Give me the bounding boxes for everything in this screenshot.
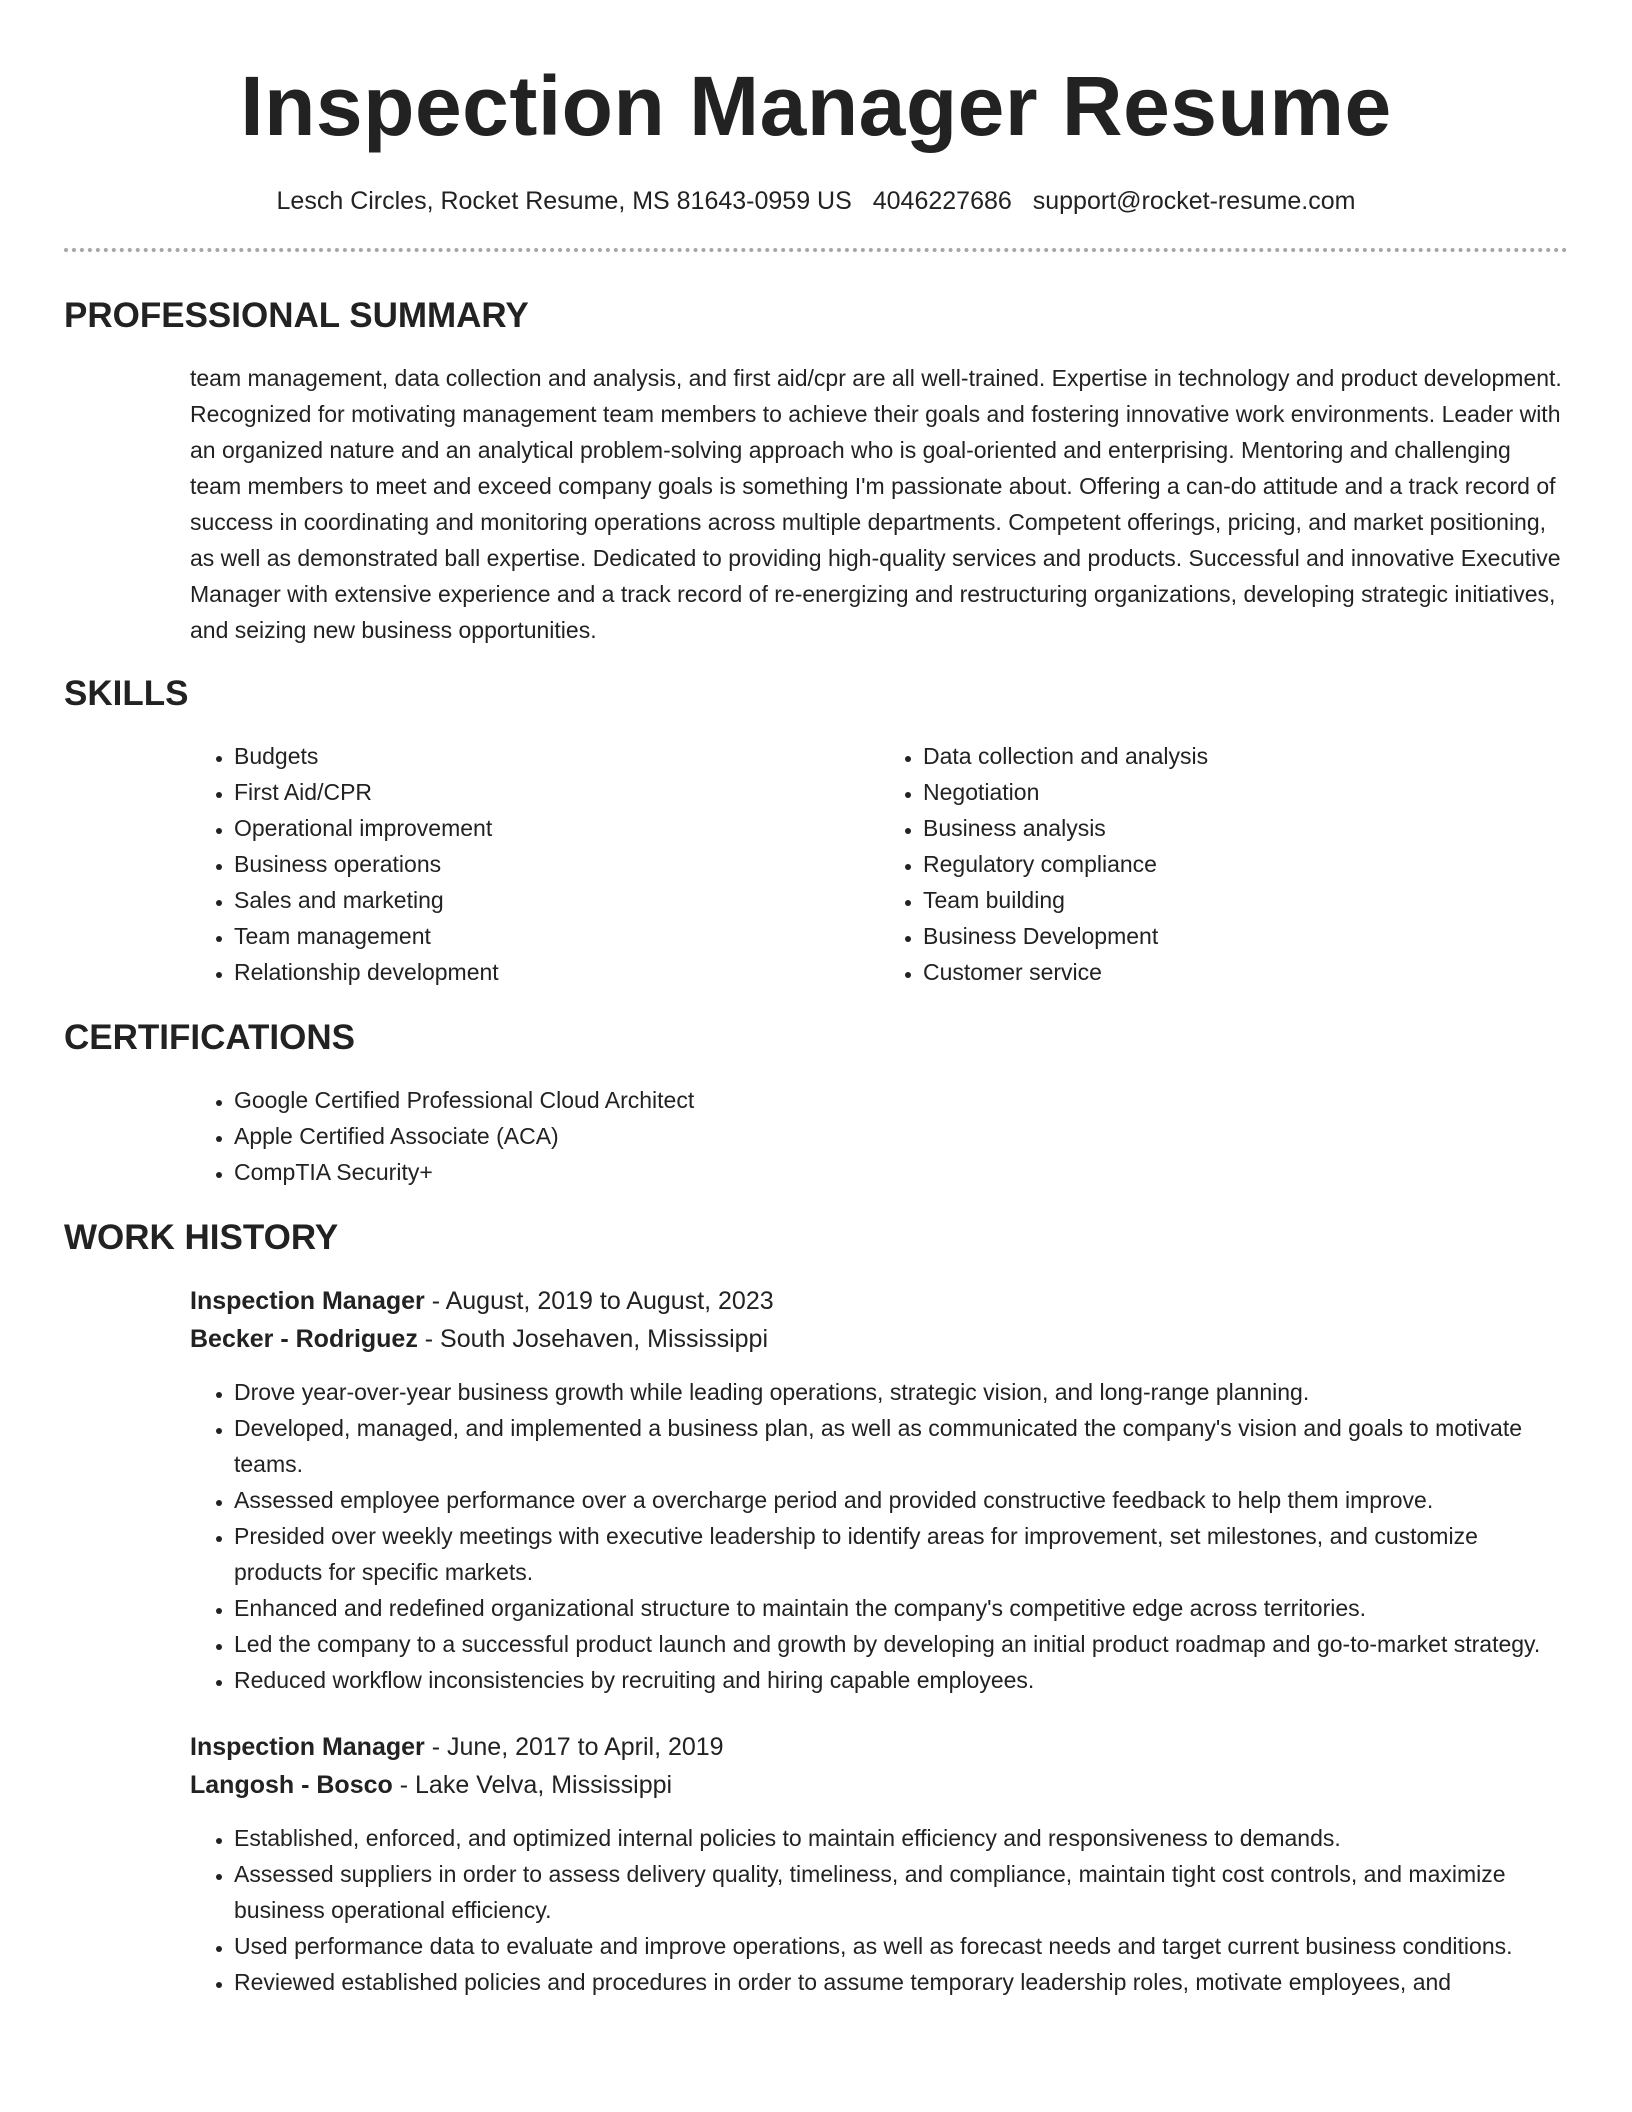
job-bullet: • Reduced workflow inconsistencies by recruiting and hiring capable employees. (234, 1662, 1568, 1698)
skill-item: • Customer service (923, 954, 1568, 990)
job-company-line (190, 1766, 1568, 1804)
job-location: - Lake Velva, Mississippi (392, 1771, 673, 1799)
skills-right-column (879, 738, 1568, 990)
contact-address: Lesch Circles, Rocket Resume, MS 81643-0959 US (276, 187, 852, 215)
skill-item: • Regulatory compliance (923, 846, 1568, 882)
skills-heading: SKILLS (64, 674, 189, 713)
job-entry (190, 1282, 1568, 1698)
skill-item: • Business analysis (923, 810, 1568, 846)
skill-item: • First Aid/CPR (234, 774, 879, 810)
job-bullet: • Assessed suppliers in order to assess delivery quality, timeliness, and compliance, maintain tight cost controls, and maximize business operational efficiency. (234, 1856, 1568, 1928)
certifications-heading: CERTIFICATIONS (64, 1018, 356, 1057)
skill-item: • Team building (923, 882, 1568, 918)
job-title-line (190, 1728, 1568, 1766)
job-dates: - August, 2019 to August, 2023 (424, 1287, 774, 1315)
job-title: Inspection Manager (190, 1733, 425, 1761)
summary-heading: PROFESSIONAL SUMMARY (64, 296, 529, 335)
contact-line (64, 184, 1568, 218)
job-bullet: • Developed, managed, and implemented a business plan, as well as communicated the company's vision and goals to motivate teams. (234, 1410, 1568, 1482)
certifications-list (190, 1082, 1568, 1190)
job-bullet: • Assessed employee performance over a overcharge period and provided constructive feedback to help them improve. (234, 1482, 1568, 1518)
contact-phone: 4046227686 (872, 187, 1012, 215)
job-bullet: • Presided over weekly meetings with executive leadership to identify areas for improvement, set milestones, and customize products for specific markets. (234, 1518, 1568, 1590)
contact-email: support@rocket-resume.com (1032, 187, 1356, 215)
job-title: Inspection Manager (190, 1287, 425, 1315)
skills-left-column (190, 738, 879, 990)
certification-item: • Google Certified Professional Cloud Architect (234, 1082, 1568, 1118)
skill-item: • Negotiation (923, 774, 1568, 810)
work-history-heading: WORK HISTORY (64, 1218, 339, 1257)
job-title-line (190, 1282, 1568, 1320)
job-bullet: • Reviewed established policies and procedures in order to assume temporary leadership roles, motivate employees, and (234, 1964, 1568, 2000)
skill-item: • Data collection and analysis (923, 738, 1568, 774)
skill-item: • Operational improvement (234, 810, 879, 846)
skill-item: • Team management (234, 918, 879, 954)
certification-item: • CompTIA Security+ (234, 1154, 1568, 1190)
job-entry (190, 1728, 1568, 2000)
job-bullet: • Led the company to a successful product launch and growth by developing an initial product roadmap and go-to-market strategy. (234, 1626, 1568, 1662)
job-dates: - June, 2017 to April, 2019 (424, 1733, 724, 1761)
job-bullets (190, 1820, 1568, 2000)
skill-item: • Sales and marketing (234, 882, 879, 918)
resume-page (64, 0, 1568, 2000)
job-bullet: • Used performance data to evaluate and improve operations, as well as forecast needs and target current business conditions. (234, 1928, 1568, 1964)
job-bullets (190, 1374, 1568, 1698)
skill-item: • Relationship development (234, 954, 879, 990)
job-company-line (190, 1320, 1568, 1358)
resume-title: Inspection Manager Resume (240, 59, 1392, 153)
skill-item: • Business operations (234, 846, 879, 882)
skills-grid (190, 738, 1568, 990)
header-divider (64, 248, 1568, 252)
job-bullet: • Established, enforced, and optimized internal policies to maintain efficiency and responsiveness to demands. (234, 1820, 1568, 1856)
summary-text: team management, data collection and analysis, and first aid/cpr are all well-trained. Expertise in technology and product development. Recognized for motivating management team members to achieve their goals and fostering innovative work environments. Leader with an organized nature and an analytical problem-solving approach who is goal-oriented and enterprising. Mentoring and challenging team members to meet and exceed company goals is something I'm passionate about. Offering a can-do attitude and a track record of success in coordinating and monitoring operations across multiple departments. Competent offerings, pricing, and market positioning, as well as demonstrated ball expertise. Dedicated to providing high-quality services and products. Successful and innovative Executive Manager with extensive experience and a track record of re-energizing and restructuring organizations, developing strategic initiatives, and seizing new business opportunities. (190, 365, 1562, 643)
job-company: Becker - Rodriguez (190, 1325, 418, 1353)
skill-item: • Business Development (923, 918, 1568, 954)
certification-item: • Apple Certified Associate (ACA) (234, 1118, 1568, 1154)
job-bullet: • Enhanced and redefined organizational structure to maintain the company's competitive edge across territories. (234, 1590, 1568, 1626)
job-company: Langosh - Bosco (190, 1771, 393, 1799)
job-location: - South Josehaven, Mississippi (417, 1325, 769, 1353)
skill-item: • Budgets (234, 738, 879, 774)
job-bullet: • Drove year-over-year business growth while leading operations, strategic vision, and long-range planning. (234, 1374, 1568, 1410)
